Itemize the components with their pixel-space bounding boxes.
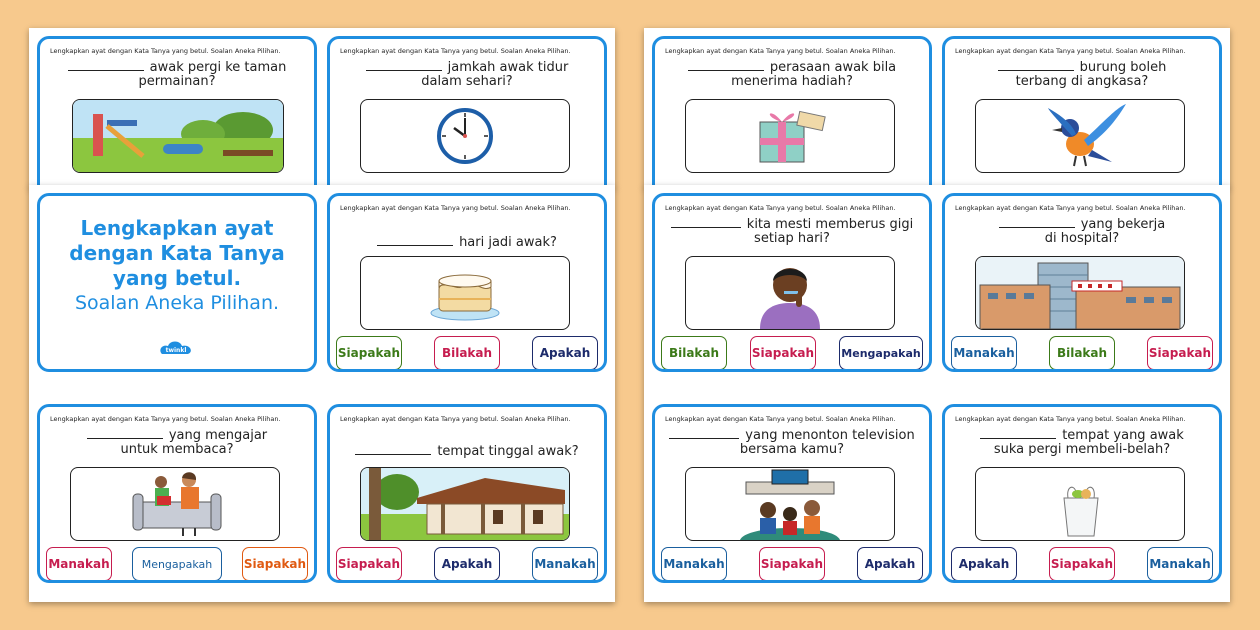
hospital-icon (975, 256, 1185, 330)
worksheet-page-right (644, 185, 1230, 602)
cake-icon (360, 256, 570, 330)
answer-options (46, 547, 308, 581)
question-text: yang bekerja di hospital? (953, 218, 1211, 246)
instruction-text: Lengkapkan ayat dengan Kata Tanya yang betul. Soalan Aneka Pilihan. (340, 204, 571, 212)
question-card (37, 36, 317, 188)
question-text: yang menonton television bersama kamu? (663, 429, 921, 457)
question-text: kita mesti memberus gigi setiap hari? (663, 218, 921, 246)
option-manakah[interactable]: Manakah (661, 547, 727, 581)
question-card (327, 404, 607, 583)
worksheet-page-left (29, 185, 615, 602)
answer-options (336, 547, 598, 581)
option-manakah[interactable]: Manakah (951, 336, 1017, 370)
option-manakah[interactable]: Manakah (532, 547, 598, 581)
option-manakah[interactable]: Manakah (46, 547, 112, 581)
instruction-text: Lengkapkan ayat dengan Kata Tanya yang betul. Soalan Aneka Pilihan. (340, 415, 571, 423)
option-bilakah[interactable]: Bilakah (661, 336, 727, 370)
question-card (942, 193, 1222, 372)
instruction-text: Lengkapkan ayat dengan Kata Tanya yang betul. Soalan Aneka Pilihan. (340, 47, 571, 55)
clock-icon (360, 99, 570, 173)
option-apakah[interactable]: Apakah (434, 547, 500, 581)
question-text: burung boleh terbang di angkasa? (953, 61, 1211, 89)
worksheet-page-top-left (29, 28, 615, 188)
option-siapakah[interactable]: Siapakah (750, 336, 816, 370)
question-text: jamkah awak tidur dalam sehari? (338, 61, 596, 89)
instruction-text: Lengkapkan ayat dengan Kata Tanya yang betul. Soalan Aneka Pilihan. (50, 415, 281, 423)
question-card (652, 193, 932, 372)
question-card (37, 404, 317, 583)
gift-icon (685, 99, 895, 173)
question-card (942, 404, 1222, 583)
option-siapakah[interactable]: Siapakah (336, 336, 402, 370)
answer-options (951, 547, 1213, 581)
option-mengapakah[interactable]: Mengapakah (132, 547, 222, 581)
question-card (327, 193, 607, 372)
question-card (327, 36, 607, 188)
shopping-bag-icon (975, 467, 1185, 541)
question-card (652, 404, 932, 583)
family-reading-icon (70, 467, 280, 541)
worksheet-page-top-right (644, 28, 1230, 188)
question-text: hari jadi awak? (338, 236, 596, 250)
twinkl-logo-icon (158, 338, 194, 358)
bird-icon (975, 99, 1185, 173)
instruction-text: Lengkapkan ayat dengan Kata Tanya yang betul. Soalan Aneka Pilihan. (955, 47, 1186, 55)
option-siapakah[interactable]: Siapakah (336, 547, 402, 581)
boy-brushing-icon (685, 256, 895, 330)
option-siapakah[interactable]: Siapakah (1147, 336, 1213, 370)
instruction-text: Lengkapkan ayat dengan Kata Tanya yang betul. Soalan Aneka Pilihan. (665, 415, 896, 423)
question-text: perasaan awak bila menerima hadiah? (663, 61, 921, 89)
instruction-text: Lengkapkan ayat dengan Kata Tanya yang betul. Soalan Aneka Pilihan. (665, 204, 896, 212)
svg-text:twinkl: twinkl (165, 347, 187, 354)
option-bilakah[interactable]: Bilakah (1049, 336, 1115, 370)
option-apakah[interactable]: Apakah (951, 547, 1017, 581)
option-siapakah[interactable]: Siapakah (1049, 547, 1115, 581)
option-siapakah[interactable]: Siapakah (242, 547, 308, 581)
question-card (652, 36, 932, 188)
option-mengapakah[interactable]: Mengapakah (839, 336, 923, 370)
question-text: yang mengajar untuk membaca? (48, 429, 306, 457)
option-bilakah[interactable]: Bilakah (434, 336, 500, 370)
instruction-text: Lengkapkan ayat dengan Kata Tanya yang betul. Soalan Aneka Pilihan. (50, 47, 281, 55)
question-text: awak pergi ke taman permainan? (48, 61, 306, 89)
playground-icon (72, 99, 284, 173)
house-icon (360, 467, 570, 541)
answer-options (336, 336, 598, 370)
title-card (37, 193, 317, 372)
answer-options (951, 336, 1213, 370)
option-apakah[interactable]: Apakah (857, 547, 923, 581)
instruction-text: Lengkapkan ayat dengan Kata Tanya yang betul. Soalan Aneka Pilihan. (955, 415, 1186, 423)
answer-options (661, 336, 923, 370)
family-tv-icon (685, 467, 895, 541)
question-card (942, 36, 1222, 188)
worksheet-title: Lengkapkan ayat dengan Kata Tanya yang betul. (69, 216, 285, 290)
instruction-text: Lengkapkan ayat dengan Kata Tanya yang betul. Soalan Aneka Pilihan. (955, 204, 1186, 212)
option-siapakah[interactable]: Siapakah (759, 547, 825, 581)
question-text: tempat tinggal awak? (338, 445, 596, 459)
instruction-text: Lengkapkan ayat dengan Kata Tanya yang betul. Soalan Aneka Pilihan. (665, 47, 896, 55)
answer-options (661, 547, 923, 581)
worksheet-subtitle: Soalan Aneka Pilihan. (74, 292, 280, 314)
option-apakah[interactable]: Apakah (532, 336, 598, 370)
option-manakah[interactable]: Manakah (1147, 547, 1213, 581)
question-text: tempat yang awak suka pergi membeli-belah? (953, 429, 1211, 457)
